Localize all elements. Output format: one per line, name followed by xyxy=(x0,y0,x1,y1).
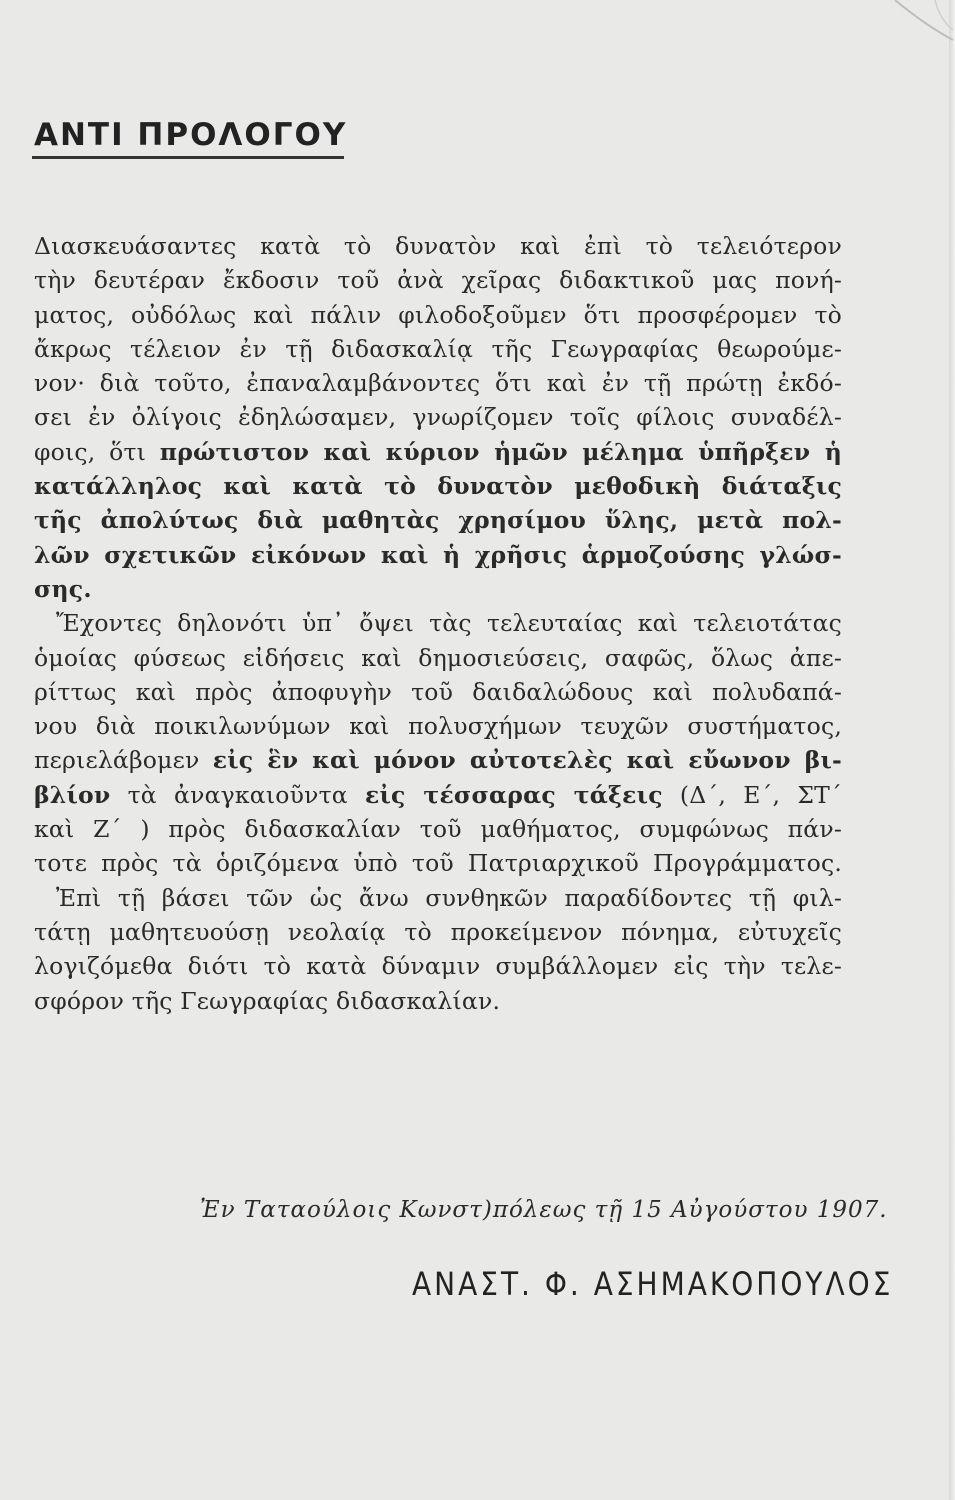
text-run: φοις, ὅτι xyxy=(34,437,160,466)
text-line xyxy=(34,743,842,777)
dateline: Ἐν Ταταούλοις Κωνστ)πόλεως τῇ 15 Αὐγούστου 1907. xyxy=(200,1197,888,1223)
text-run: τὰ ἀναγκαιοῦντα xyxy=(110,780,365,809)
text-line: ματος, οὐδόλως καὶ πάλιν φιλοδοξοῦμεν ὅτι προσφέρομεν τὸ xyxy=(34,300,842,329)
bold-text-run: βλίον xyxy=(34,780,111,809)
bold-text-run: εἰς τέσσαρας τάξεις xyxy=(365,780,663,809)
page-corner-mark xyxy=(865,0,955,70)
text-line: Ἔχοντες δηλονότι ὑπ᾽ ὄψει τὰς τελευταίας καὶ τελειοτάτας xyxy=(56,609,842,638)
text-line: τάτῃ μαθητευούσῃ νεολαίᾳ τὸ προκείμενον πόνημα, εὐτυχεῖς xyxy=(34,917,842,946)
text-line: νον· διὰ τοῦτο, ἐπαναλαμβάνοντες ὅτι καὶ ἐν τῇ πρώτῃ ἐκδό- xyxy=(34,369,842,398)
text-line: καὶ Ζ΄ ) πρὸς διδασκαλίαν τοῦ μαθήματος, συμφώνως πάν- xyxy=(34,815,842,844)
text-line: ἄκρως τέλειον ἐν τῇ διδασκαλίᾳ τῆς Γεωγραφίας θεωρούμε- xyxy=(34,334,842,363)
text-line: τοτε πρὸς τὰ ὁριζόμενα ὑπὸ τοῦ Πατριαρχικοῦ Προγράμματος. xyxy=(34,849,842,878)
page-edge xyxy=(949,0,955,1500)
bold-text-line: κατάλληλος καὶ κατὰ τὸ δυνατὸν μεθοδικὴ διάταξις xyxy=(34,472,842,501)
text-line: νου διὰ ποικιλωνύμων καὶ πολυσχήμων τευχῶν συστήματος, xyxy=(34,712,842,741)
bold-text-run: πρώτιστον καὶ κύριον ἡμῶν μέλημα ὑπῆρξεν ἡ xyxy=(159,437,842,466)
text-line: ρίττως καὶ πρὸς ἀποφυγὴν τοῦ δαιδαλώδους καὶ πολυδαπά- xyxy=(34,677,842,706)
text-run: (Δ΄, Ε΄, ΣΤ΄ xyxy=(662,780,842,809)
text-line: λογιζόμεθα διότι τὸ κατὰ δύναμιν συμβάλλομεν εἰς τὴν τελε- xyxy=(34,952,842,981)
text-line xyxy=(34,778,842,812)
text-line: Διασκευάσαντες κατὰ τὸ δυνατὸν καὶ ἐπὶ τὸ τελειότερον xyxy=(34,232,842,260)
heading-underline xyxy=(32,156,344,159)
bold-text-line: λῶν σχετικῶν εἰκόνων καὶ ἡ χρῆσις ἁρμοζούσης γλώσ- xyxy=(34,540,842,569)
bold-text-line: σης. xyxy=(34,574,92,603)
author-signature: ΑΝΑΣΤ. Φ. ΑΣΗΜΑΚΟΠΟΥΛΟΣ xyxy=(412,1265,894,1303)
text-line: ὁμοίας φύσεως εἰδήσεις καὶ δημοσιεύσεις, σαφῶς, ὅλως ἀπε- xyxy=(34,643,842,672)
text-line: σφόρον τῆς Γεωγραφίας διδασκαλίαν. xyxy=(34,986,501,1015)
text-line: τὴν δευτέραν ἔκδοσιν τοῦ ἀνὰ χεῖρας διδακτικοῦ μας πονή- xyxy=(34,266,842,295)
text-run: περιελάβομεν xyxy=(34,746,213,775)
text-line: σει ἐν ὀλίγοις ἐδηλώσαμεν, γνωρίζομεν τοῖς φίλοις συναδέλ- xyxy=(34,403,842,432)
bold-text-run: εἰς ἓν καὶ μόνον αὐτοτελὲς καὶ εὔωνον βι- xyxy=(212,746,843,775)
text-line: Ἐπὶ τῇ βάσει τῶν ὡς ἄνω συνθηκῶν παραδίδοντες τῇ φιλ- xyxy=(56,883,842,912)
preface-body xyxy=(34,229,842,1018)
page-heading: ΑΝΤΙ ΠΡΟΛΟΓΟΥ xyxy=(34,117,348,153)
bold-text-line: τῆς ἀπολύτως διὰ μαθητὰς χρησίμου ὕλης, μετὰ πολ- xyxy=(34,506,842,535)
text-line xyxy=(34,435,842,469)
